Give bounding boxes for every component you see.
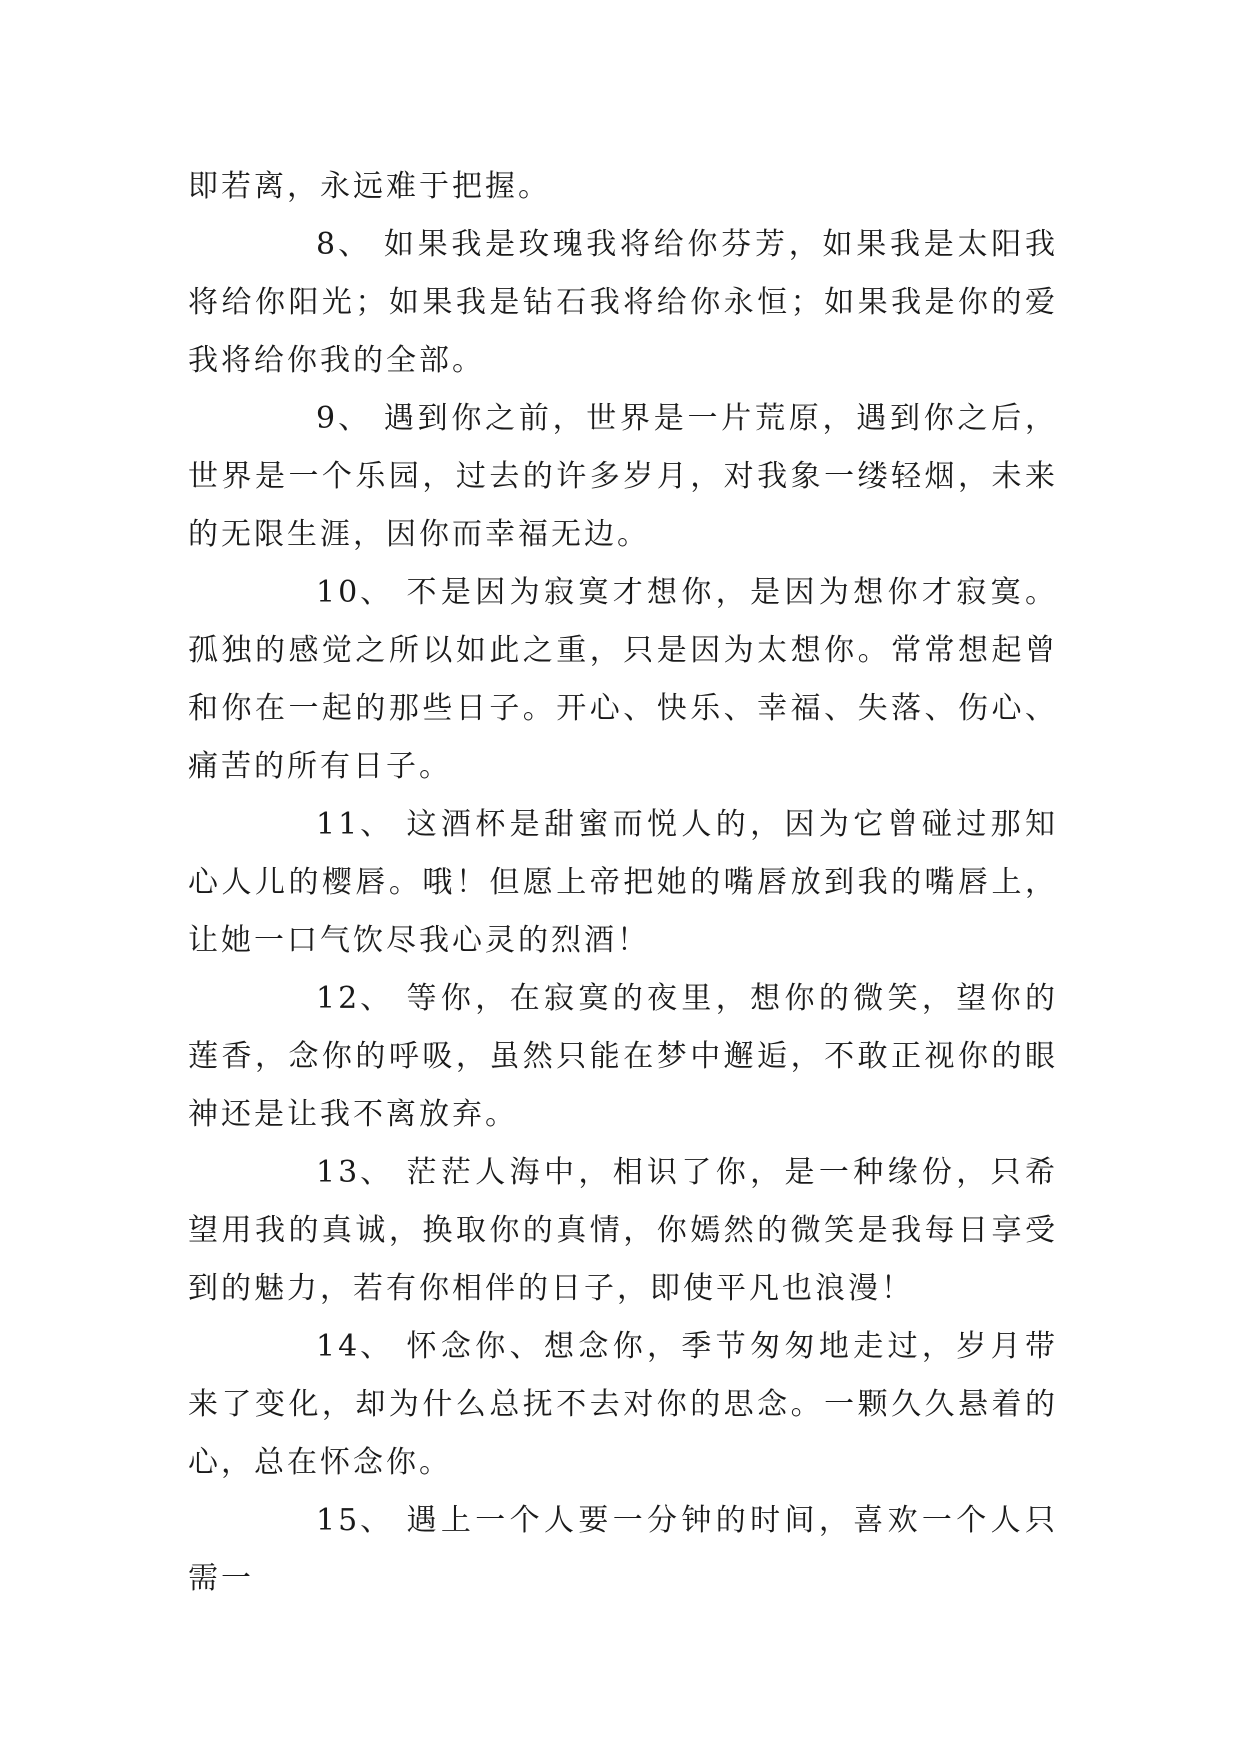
- paragraph-number: 10、: [316, 575, 394, 610]
- paragraph-number: 8、: [316, 227, 372, 262]
- paragraph-13: [188, 1144, 1058, 1318]
- paragraph-10: [188, 564, 1058, 796]
- paragraph-text: 如果我是玫瑰我将给你芬芳，如果我是太阳我将给你阳光；如果我是钻石我将给你永恒；如果我是你的爱我将给你我的全部。: [188, 227, 1058, 378]
- paragraph-continuation: [188, 158, 1058, 216]
- paragraph-number: 12、: [316, 981, 394, 1016]
- document-body: [188, 158, 1058, 1608]
- paragraph-text: 遇到你之前，世界是一片荒原，遇到你之后，世界是一个乐园，过去的许多岁月，对我象一缕轻烟，未来的无限生涯，因你而幸福无边。: [188, 401, 1058, 552]
- paragraph-text: 怀念你、想念你，季节匆匆地走过，岁月带来了变化，却为什么总抚不去对你的思念。一颗久久悬着的心，总在怀念你。: [188, 1329, 1058, 1480]
- paragraph-11: [188, 796, 1058, 970]
- paragraph-text: 即若离，永远难于把握。: [188, 169, 551, 204]
- paragraph-14: [188, 1318, 1058, 1492]
- paragraph-number: 11、: [316, 807, 394, 842]
- paragraph-text: 等你，在寂寞的夜里，想你的微笑，望你的莲香，念你的呼吸，虽然只能在梦中邂逅，不敢正视你的眼神还是让我不离放弃。: [188, 981, 1058, 1132]
- paragraph-8: [188, 216, 1058, 390]
- paragraph-15: [188, 1492, 1058, 1608]
- paragraph-12: [188, 970, 1058, 1144]
- paragraph-number: 14、: [316, 1329, 394, 1364]
- paragraph-9: [188, 390, 1058, 564]
- paragraph-number: 9、: [316, 401, 372, 436]
- paragraph-text: 这酒杯是甜蜜而悦人的，因为它曾碰过那知心人儿的樱唇。哦！但愿上帝把她的嘴唇放到我的嘴唇上，让她一口气饮尽我心灵的烈酒！: [188, 807, 1058, 958]
- paragraph-text: 茫茫人海中，相识了你，是一种缘份，只希望用我的真诚，换取你的真情，你嫣然的微笑是我每日享受到的魅力，若有你相伴的日子，即使平凡也浪漫！: [188, 1155, 1058, 1306]
- paragraph-number: 13、: [316, 1155, 394, 1190]
- paragraph-text: 不是因为寂寞才想你，是因为想你才寂寞。孤独的感觉之所以如此之重，只是因为太想你。常常想起曾和你在一起的那些日子。开心、快乐、幸福、失落、伤心、痛苦的所有日子。: [188, 575, 1058, 784]
- paragraph-number: 15、: [316, 1503, 394, 1538]
- paragraph-text: 遇上一个人要一分钟的时间，喜欢一个人只需一: [188, 1503, 1058, 1596]
